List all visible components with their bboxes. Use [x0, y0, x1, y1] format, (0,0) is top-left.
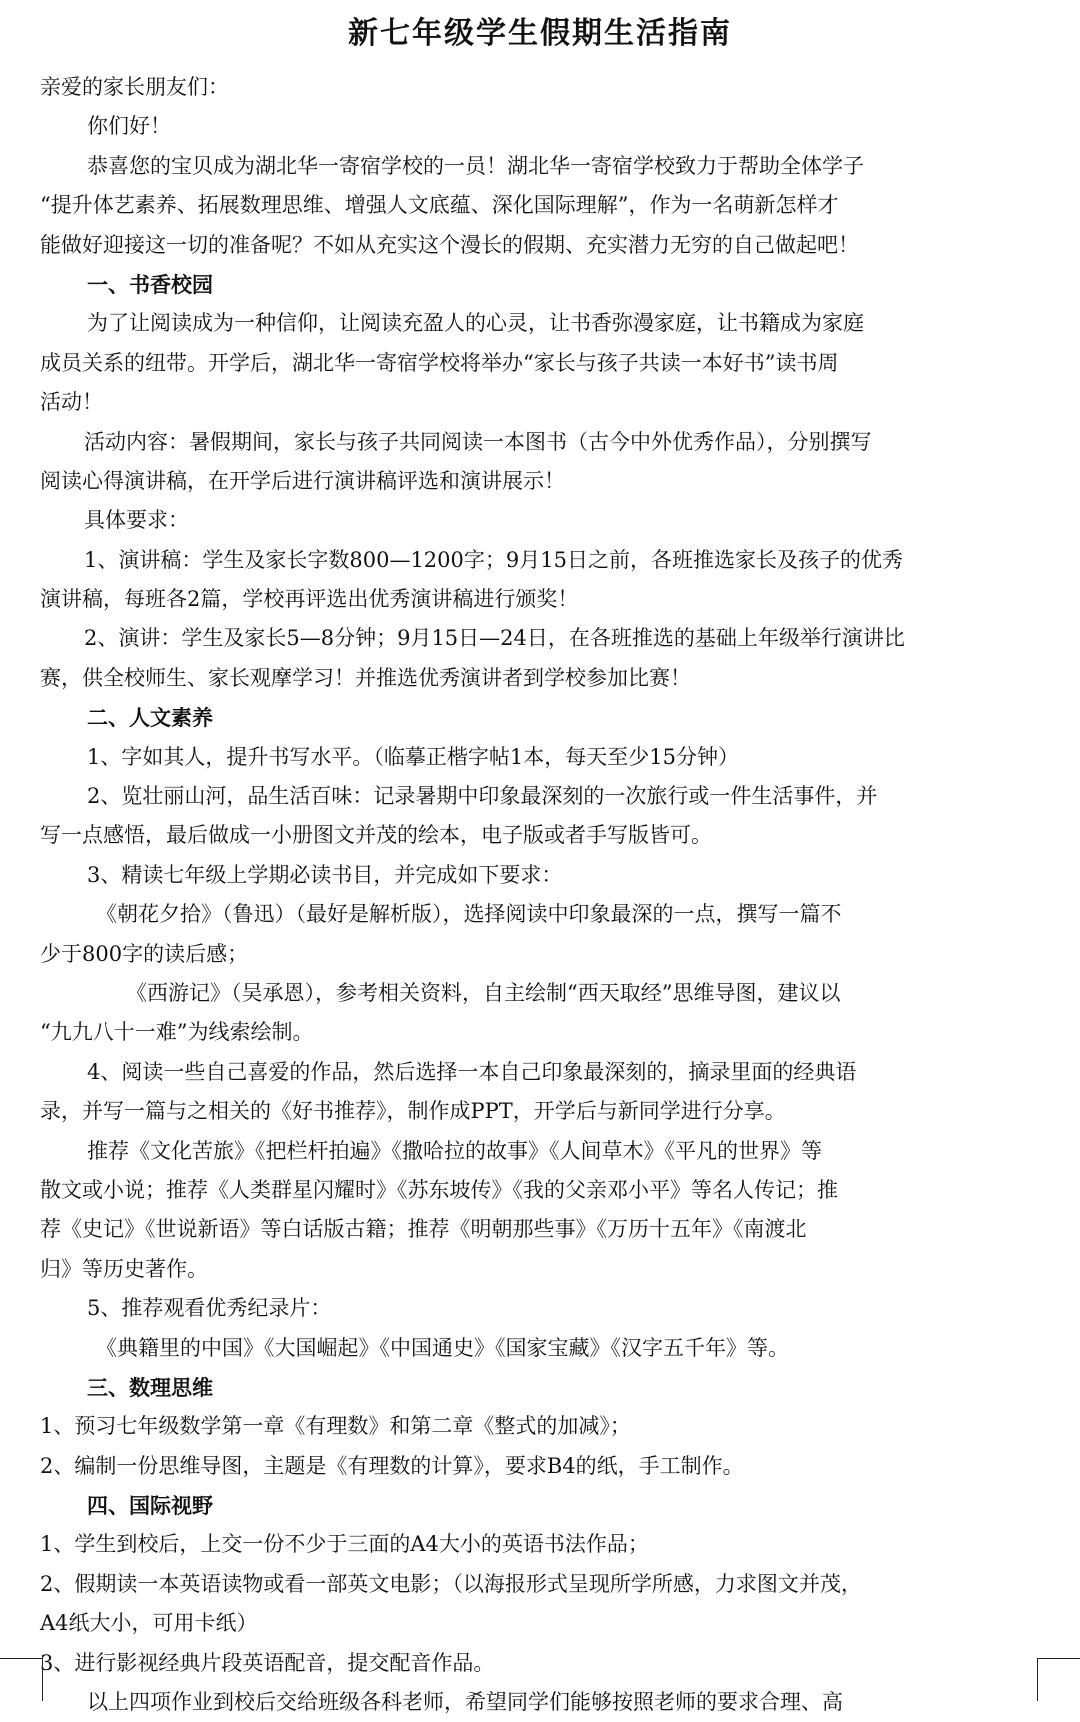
text-line: 亲爱的家长朋友们：: [40, 75, 229, 99]
text-line: 散文或小说；推荐《人类群星闪耀时》《苏东坡传》《我的父亲邓小平》等名人传记；推: [40, 1177, 838, 1202]
page-corner-mark-left: [0, 1658, 43, 1701]
text-line: 写一点感悟，最后做成一小册图文并茂的绘本，电子版或者手写版皆可。: [40, 823, 712, 848]
text-line: 1、学生到校后，上交一份不少于三面的A4大小的英语书法作品；: [40, 1532, 649, 1557]
text-line: 2、假期读一本英语读物或看一部英文电影；（以海报形式呈现所学所感，力求图文并茂，: [40, 1571, 862, 1596]
text-line: 《典籍里的中国》《大国崛起》《中国通史》《国家宝藏》《汉字五千年》等。: [96, 1335, 789, 1360]
section-heading: 三、数理思维: [87, 1374, 213, 1400]
text-line: 恭喜您的宝贝成为湖北华一寄宿学校的一员！湖北华一寄宿学校致力于帮助全体学子: [87, 153, 864, 178]
document-title: 新七年级学生假期生活指南: [348, 16, 732, 51]
text-line: 4、阅读一些自己喜爱的作品，然后选择一本自己印象最深刻的，摘录里面的经典语: [87, 1059, 857, 1084]
text-line: 阅读心得演讲稿，在开学后进行演讲稿评选和演讲展示！: [40, 468, 565, 493]
section-heading: 四、国际视野: [87, 1493, 213, 1519]
text-line: A4纸大小，可用卡纸）: [40, 1611, 258, 1636]
text-line: 归》等历史著作。: [40, 1256, 208, 1281]
page-corner-mark-right: [1037, 1658, 1080, 1701]
text-line: “九九八十一难”为线索绘制。: [40, 1020, 314, 1045]
text-line: 5、推荐观看优秀纪录片：: [87, 1296, 332, 1321]
text-line: 2、览壮丽山河，品生活百味：记录暑期中印象最深刻的一次旅行或一件生活事件，并: [87, 784, 878, 809]
text-line: 你们好！: [87, 114, 171, 139]
text-line: 能做好迎接这一切的准备呢？不如从充实这个漫长的假期、充实潜力无穷的自己做起吧！: [40, 232, 859, 257]
text-line: 成员关系的纽带。开学后，湖北华一寄宿学校将举办“家长与孩子共读一本好书”读书周: [40, 350, 839, 375]
text-line: “提升体艺素养、拓展数理思维、增强人文底蕴、深化国际理解”，作为一名萌新怎样才: [40, 193, 839, 218]
document-body: [40, 68, 1040, 1722]
text-line: 具体要求：: [84, 508, 189, 533]
text-line: 2、编制一份思维导图，主题是《有理数的计算》，要求B4的纸，手工制作。: [40, 1453, 744, 1478]
text-line: 1、预习七年级数学第一章《有理数》和第二章《整式的加减》；: [40, 1414, 631, 1439]
text-line: 赛，供全校师生、家长观摩学习！并推选优秀演讲者到学校参加比赛！: [40, 665, 691, 690]
text-line: 2、演讲：学生及家长5—8分钟；9月15日—24日，在各班推选的基础上年级举行演讲比: [84, 626, 905, 651]
section-heading: 一、书香校园: [87, 271, 213, 297]
text-line: 活动！: [40, 390, 103, 415]
text-line: 《西游记》（吴承恩），参考相关资料，自主绘制“西天取经”思维导图，建议以: [126, 980, 841, 1005]
text-line: 以上四项作业到校后交给班级各科老师，希望同学们能够按照老师的要求合理、高: [87, 1690, 843, 1715]
text-line: 荐《史记》《世说新语》等白话版古籍；推荐《明朝那些事》《万历十五年》《南渡北: [40, 1217, 807, 1242]
text-line: 活动内容：暑假期间，家长与孩子共同阅读一本图书（古今中外优秀作品），分别撰写: [84, 429, 872, 454]
text-line: 1、演讲稿：学生及家长字数800—1200字；9月15日之前，各班推选家长及孩子的优秀: [84, 547, 903, 572]
text-line: 演讲稿，每班各2篇，学校再评选出优秀演讲稿进行颁奖！: [40, 587, 579, 612]
text-line: 3、精读七年级上学期必读书目，并完成如下要求：: [87, 862, 563, 887]
text-line: 1、字如其人，提升书写水平。（临摹正楷字帖1本，每天至少15分钟）: [87, 744, 739, 769]
document-page: [40, 8, 1040, 1722]
text-line: 推荐《文化苦旅》《把栏杆拍遍》《撒哈拉的故事》《人间草木》《平凡的世界》等: [87, 1138, 822, 1163]
text-line: 3、进行影视经典片段英语配音，提交配音作品。: [40, 1650, 495, 1675]
text-line: 为了让阅读成为一种信仰，让阅读充盈人的心灵，让书香弥漫家庭，让书籍成为家庭: [87, 311, 864, 336]
text-line: 录，并写一篇与之相关的《好书推荐》，制作成PPT，开学后与新同学进行分享。: [40, 1099, 786, 1124]
text-line: 少于800字的读后感；: [40, 941, 249, 966]
text-line: 《朝花夕拾》（鲁迅）（最好是解析版），选择阅读中印象最深的一点，撰写一篇不: [96, 902, 842, 927]
section-heading: 二、人文素养: [87, 705, 213, 731]
